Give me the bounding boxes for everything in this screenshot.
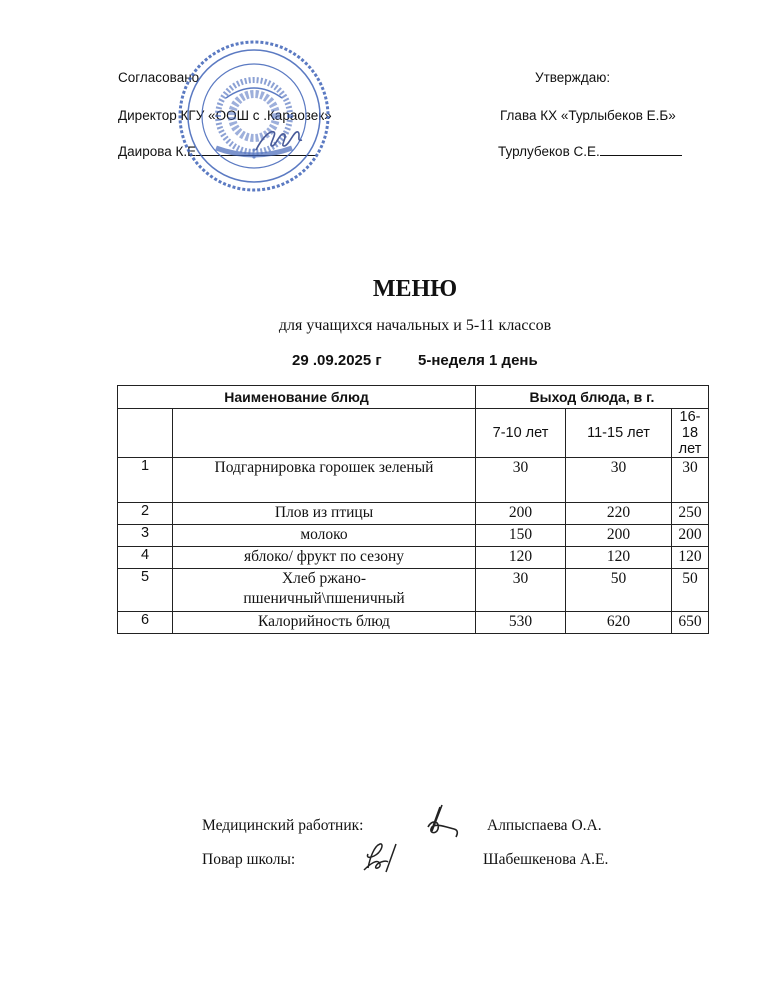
yield-7-10: 530 (476, 612, 566, 634)
dish-name: Калорийность блюд (173, 612, 476, 634)
yield-7-10: 30 (476, 569, 566, 612)
empty-cell (118, 409, 173, 458)
row-number: 3 (118, 525, 173, 547)
yield-7-10: 200 (476, 503, 566, 525)
table-row (118, 569, 709, 612)
yield-16-18: 200 (672, 525, 709, 547)
dish-name: Плов из птицы (173, 503, 476, 525)
yield-11-15: 620 (566, 612, 672, 634)
age-group-2: 11-15 лет (566, 409, 672, 458)
menu-table (117, 385, 709, 634)
cook-label: Повар школы: (202, 851, 296, 868)
dish-name: яблоко/ фрукт по сезону (173, 547, 476, 569)
row-number: 5 (118, 569, 173, 612)
page-subtitle: для учащихся начальных и 5-11 классов (278, 317, 552, 334)
header-dish-name: Наименование блюд (118, 386, 476, 409)
menu-date: 29 .09.2025 г (292, 352, 382, 369)
table-row (118, 612, 709, 634)
medic-label: Медицинский работник: (202, 817, 364, 834)
empty-cell (173, 409, 476, 458)
yield-16-18: 30 (672, 458, 709, 503)
medic-name: Алпыспаева О.А. (487, 817, 602, 834)
yield-11-15: 50 (566, 569, 672, 612)
medic-signature (418, 803, 466, 841)
dish-name: Хлеб ржано-пшеничный\пшеничный (173, 569, 476, 612)
table-row (118, 458, 709, 503)
yield-7-10: 150 (476, 525, 566, 547)
director-line: Директор КГУ «ООШ с .Караозек» (118, 108, 332, 123)
yield-11-15: 30 (566, 458, 672, 503)
table-row (118, 547, 709, 569)
row-number: 2 (118, 503, 173, 525)
row-number: 6 (118, 612, 173, 634)
dish-name: молоко (173, 525, 476, 547)
menu-week-day: 5-неделя 1 день (418, 352, 538, 369)
yield-7-10: 120 (476, 547, 566, 569)
page-title: МЕНЮ (372, 276, 458, 302)
official-stamp (176, 38, 332, 194)
yield-7-10: 30 (476, 458, 566, 503)
yield-16-18: 120 (672, 547, 709, 569)
cook-name: Шабешкенова А.Е. (483, 851, 609, 868)
signature-underline (600, 143, 682, 156)
yield-11-15: 220 (566, 503, 672, 525)
yield-11-15: 200 (566, 525, 672, 547)
row-number: 1 (118, 458, 173, 503)
agreed-label: Согласовано (118, 70, 200, 85)
head-name: Турлубеков С.Е. (498, 144, 600, 159)
row-number: 4 (118, 547, 173, 569)
yield-16-18: 650 (672, 612, 709, 634)
cook-signature (356, 838, 402, 876)
header-yield: Выход блюда, в г. (476, 386, 709, 409)
dish-name: Подгарнировка горошек зеленый (173, 458, 476, 503)
age-group-3: 16-18 лет (672, 409, 709, 458)
director-name: Даирова К.Е (118, 144, 197, 159)
table-age-row (118, 409, 709, 458)
head-line: Глава КХ «Турлыбеков Е.Б» (500, 108, 676, 123)
head-signature-line (498, 143, 682, 159)
table-row (118, 503, 709, 525)
approve-label: Утверждаю: (535, 70, 611, 85)
table-row (118, 525, 709, 547)
age-group-1: 7-10 лет (476, 409, 566, 458)
table-header-row (118, 386, 709, 409)
yield-11-15: 120 (566, 547, 672, 569)
yield-16-18: 50 (672, 569, 709, 612)
yield-16-18: 250 (672, 503, 709, 525)
